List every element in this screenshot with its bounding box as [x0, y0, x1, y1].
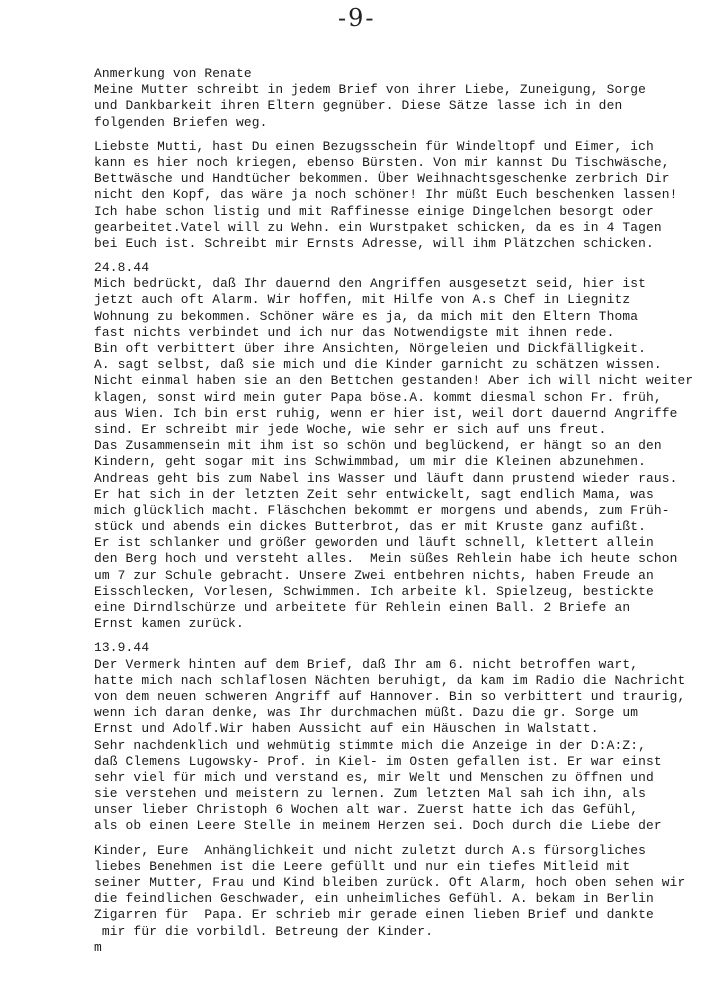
- text-line: eine Dirndlschürze und arbeitete für Rehlein einen Ball. 2 Briefe an: [94, 600, 631, 615]
- text-line: aus Wien. Ich bin erst ruhig, wenn er hier ist, weil dort dauernd Angriffe: [94, 405, 678, 421]
- text-line: unser lieber Christoph 6 Wochen alt war. Zuerst hatte ich das Gefühl,: [94, 802, 639, 818]
- text-line: Der Vermerk hinten auf dem Brief, daß Ihr am 6. nicht betroffen wart,: [94, 656, 639, 672]
- page-number: -9-: [338, 4, 376, 32]
- text-line: Liebste Mutti, hast Du einen Bezugsschein für Windeltopf und Eimer, ich: [94, 138, 654, 154]
- text-line: m: [94, 939, 102, 955]
- text-line: Eisschlecken, Vorlesen, Schwimmen. Ich arbeite kl. Spielzeug, bestickte: [94, 583, 654, 599]
- text-line: mich glücklich macht. Fläschchen bekommt er morgens und abends, zum Früh-: [94, 502, 670, 518]
- text-line: liebes Benehmen ist die Leere gefüllt und nur ein tiefes Mitleid mit: [94, 858, 631, 874]
- text-line: folgenden Briefen weg.: [94, 114, 268, 130]
- text-line: Ernst kamen zurück.: [94, 616, 244, 632]
- text-line: von dem neuen schweren Angriff auf Hannover. Bin so verbittert und traurig,: [94, 688, 686, 704]
- text-line: jetzt auch oft Alarm. Wir hoffen, mit Hilfe von A.s Chef in Liegnitz: [94, 292, 631, 308]
- text-line: A. sagt selbst, daß sie mich und die Kinder garnicht zu schätzen wissen.: [94, 357, 662, 373]
- text-line: sind. Er schreibt mir jede Woche, wie sehr er sich auf uns freut.: [94, 421, 607, 437]
- letter-text: [94, 66, 694, 956]
- entry-date: 13.9.44: [94, 640, 150, 656]
- text-line: Nicht einmal haben sie an den Bettchen gestanden! Aber ich will nicht weiter: [94, 373, 694, 389]
- note-heading: Anmerkung von Renate: [94, 66, 252, 81]
- text-line: als ob einen Leere Stelle in meinem Herzen sei. Doch durch die Liebe der: [94, 818, 662, 834]
- text-line: gearbeitet.Vatel will zu Wehn. ein Wurstpaket schicken, da es in 4 Tagen: [94, 219, 662, 235]
- text-line: Er hat sich in der letzten Zeit sehr entwickelt, sagt endlich Mama, was: [94, 486, 654, 502]
- text-line: Kindern, geht sogar mit ins Schwimmbad, um mir die Kleinen abzunehmen.: [94, 454, 646, 470]
- text-line: Wohnung zu bekommen. Schöner wäre es ja, da mich mit den Eltern Thoma: [94, 308, 639, 324]
- text-line: sehr viel für mich und verstand es, mir Welt und Menschen zu öffnen und: [94, 769, 654, 785]
- text-line: fast nichts verbindet und ich nur das Notwendigste mit ihnen rede.: [94, 324, 615, 340]
- text-line: wenn ich daran denke, was Ihr durchmachen müßt. Dazu die gr. Sorge um: [94, 705, 639, 721]
- text-line: Zigarren für Papa. Er schrieb mir gerade einen lieben Brief und dankte: [94, 907, 654, 923]
- text-line: nicht den Kopf, das wäre ja noch schöner! Ihr müßt Euch beschenken lassen!: [94, 187, 678, 203]
- text-line: kann es hier noch kriegen, ebenso Bürsten. Von mir kannst Du Tischwäsche,: [94, 154, 670, 170]
- text-line: sie verstehen und meistern zu lernen. Zum letzten Mal sah ich ihn, als: [94, 786, 646, 802]
- text-line: um 7 zur Schule gebracht. Unsere Zwei entbehren nichts, haben Freude an: [94, 567, 654, 583]
- text-line: bei Euch ist. Schreibt mir Ernsts Adresse, will ihm Plätzchen schicken.: [94, 235, 654, 251]
- text-line: klagen, sonst wird mein guter Papa böse.A. kommt diesmal schon Fr. früh,: [94, 389, 662, 405]
- text-line: Bin oft verbittert über ihre Ansichten, Nörgeleien und Dickfälligkeit.: [94, 341, 646, 356]
- text-line: Er ist schlanker und größer geworden und läuft schnell, klettert allein: [94, 535, 654, 551]
- text-line: Andreas geht bis zum Nabel ins Wasser und läuft dann prustend wieder raus.: [94, 470, 678, 486]
- text-line: Mich bedrückt, daß Ihr dauernd den Angriffen ausgesetzt seid, hier ist: [94, 276, 646, 292]
- text-line: Sehr nachdenklich und wehmütig stimmte mich die Anzeige in der D:A:Z:,: [94, 737, 646, 753]
- text-line: Meine Mutter schreibt in jedem Brief von ihrer Liebe, Zuneigung, Sorge: [94, 82, 646, 98]
- text-line: die feindlichen Geschwader, ein unheimliches Gefühl. A. bekam in Berlin: [94, 891, 654, 907]
- text-line: und Dankbarkeit ihren Eltern gegnüber. Diese Sätze lasse ich in den: [94, 98, 623, 114]
- text-line: Ich habe schon listig und mit Raffinesse einige Dingelchen besorgt oder: [94, 203, 654, 219]
- text-line: daß Clemens Lugowsky- Prof. in Kiel- im Osten gefallen ist. Er war einst: [94, 753, 662, 769]
- text-line: mir für die vorbildl. Betreung der Kinder.: [94, 923, 434, 939]
- text-line: hatte mich nach schlaflosen Nächten beruhigt, da kam im Radio die Nachricht: [94, 672, 686, 688]
- text-line: Bettwäsche und Handtücher bekommen. Über Weihnachtsgeschenke zerbrich Dir: [94, 171, 670, 187]
- text-line: Ernst und Adolf.Wir haben Aussicht auf ein Häuschen in Walstatt.: [94, 721, 599, 737]
- text-line: Kinder, Eure Anhänglichkeit und nicht zuletzt durch A.s fürsorgliches: [94, 842, 646, 858]
- text-line: stück und abends ein dickes Butterbrot, das er mit Kruste ganz aufißt.: [94, 519, 646, 535]
- text-line: den Berg hoch und versteht alles. Mein süßes Rehlein habe ich heute schon: [94, 551, 678, 567]
- entry-date: 24.8.44: [94, 260, 150, 276]
- text-line: seiner Mutter, Frau und Kind bleiben zurück. Oft Alarm, hoch oben sehen wir: [94, 875, 686, 890]
- text-line: Das Zusammensein mit ihm ist so schön und beglückend, er hängt so an den: [94, 438, 662, 454]
